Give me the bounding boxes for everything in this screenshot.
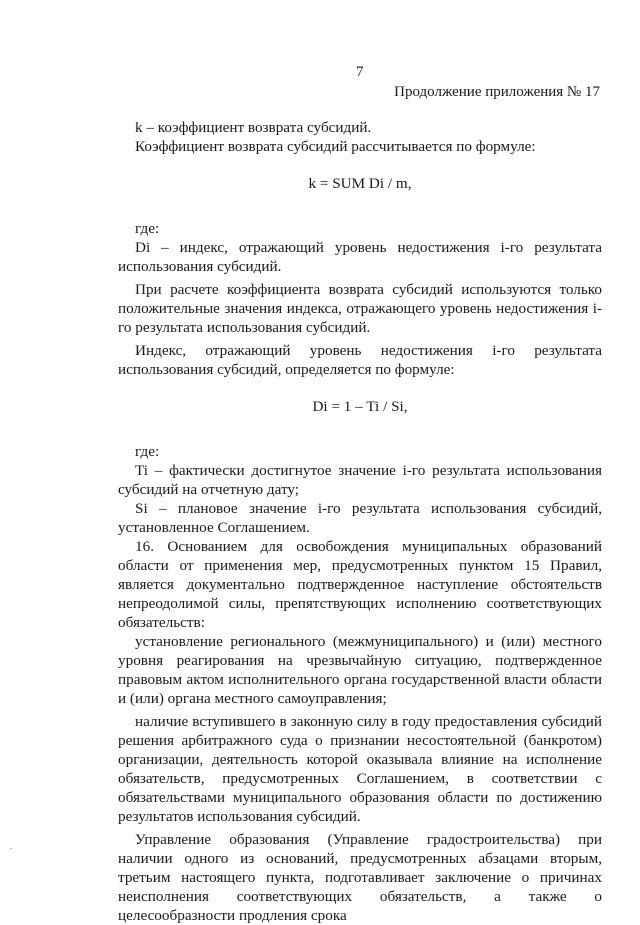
paragraph-k-definition: k – коэффициент возврата субсидий. <box>135 119 372 136</box>
page-number: 7 <box>356 64 364 80</box>
scan-mark <box>10 848 12 849</box>
appendix-continuation: Продолжение приложения № 17 <box>394 84 600 100</box>
where-label-2: где: <box>135 443 160 460</box>
paragraph-si-definition: Si – плановое значение i-го результата использования субсидий, установленное Соглашением. <box>118 500 602 536</box>
paragraph-bankruptcy: наличие вступившего в законную силу в году предоставления субсидий решения арбитражного суда о признании несостоятельной (банкротом) организации, деятельность которой оказывала влияние на исполнение обязательств, предусмотренных Соглашением, в соответствии с обязательствами муниципального образования области по достижению результатов использования субсидий. <box>118 713 602 825</box>
paragraph-positive-values: При расчете коэффициента возврата субсидий используются только положительные значения индекса, отражающего уровень недостижения i-го результата использования субсидий. <box>118 281 602 336</box>
paragraph-di-definition: Di – индекс, отражающий уровень недостижения i-го результата использования субсидий. <box>118 239 602 275</box>
paragraph-item-16: 16. Основанием для освобождения муниципальных образований области от применения мер, предусмотренных пунктом 15 Правил, является документально подтвержденное наступление обстоятельств непреодолимой силы, препятствующих исполнению соответствующих обязательств: <box>118 538 602 631</box>
where-label-1: где: <box>135 220 160 237</box>
paragraph-ti-definition: Ti – фактически достигнутое значение i-го результата использования субсидий на отчетную дату; <box>118 462 602 498</box>
paragraph-department: Управление образования (Управление градостроительства) при наличии одного из оснований, предусмотренных абзацами вторым, третьим настоящего пункта, подготавливает заключение о причинах неисполнения соответствующих обязательств, а также о целесообразности продления срока <box>118 831 602 924</box>
paragraph-k-formula-intro: Коэффициент возврата субсидий рассчитывается по формуле: <box>135 138 536 155</box>
document-body <box>118 118 602 925</box>
formula-k: k = SUM Di / m, <box>308 175 412 192</box>
paragraph-emergency: установление регионального (межмуниципального) и (или) местного уровня реагирования на чрезвычайную ситуацию, подтвержденное правовым актом исполнительного органа государственной власти области и (или) органа местного самоуправления; <box>118 633 602 707</box>
formula-di: Di = 1 – Ti / Si, <box>312 398 408 415</box>
paragraph-index-formula-intro: Индекс, отражающий уровень недостижения i-го результата использования субсидий, определяется по формуле: <box>118 342 602 378</box>
